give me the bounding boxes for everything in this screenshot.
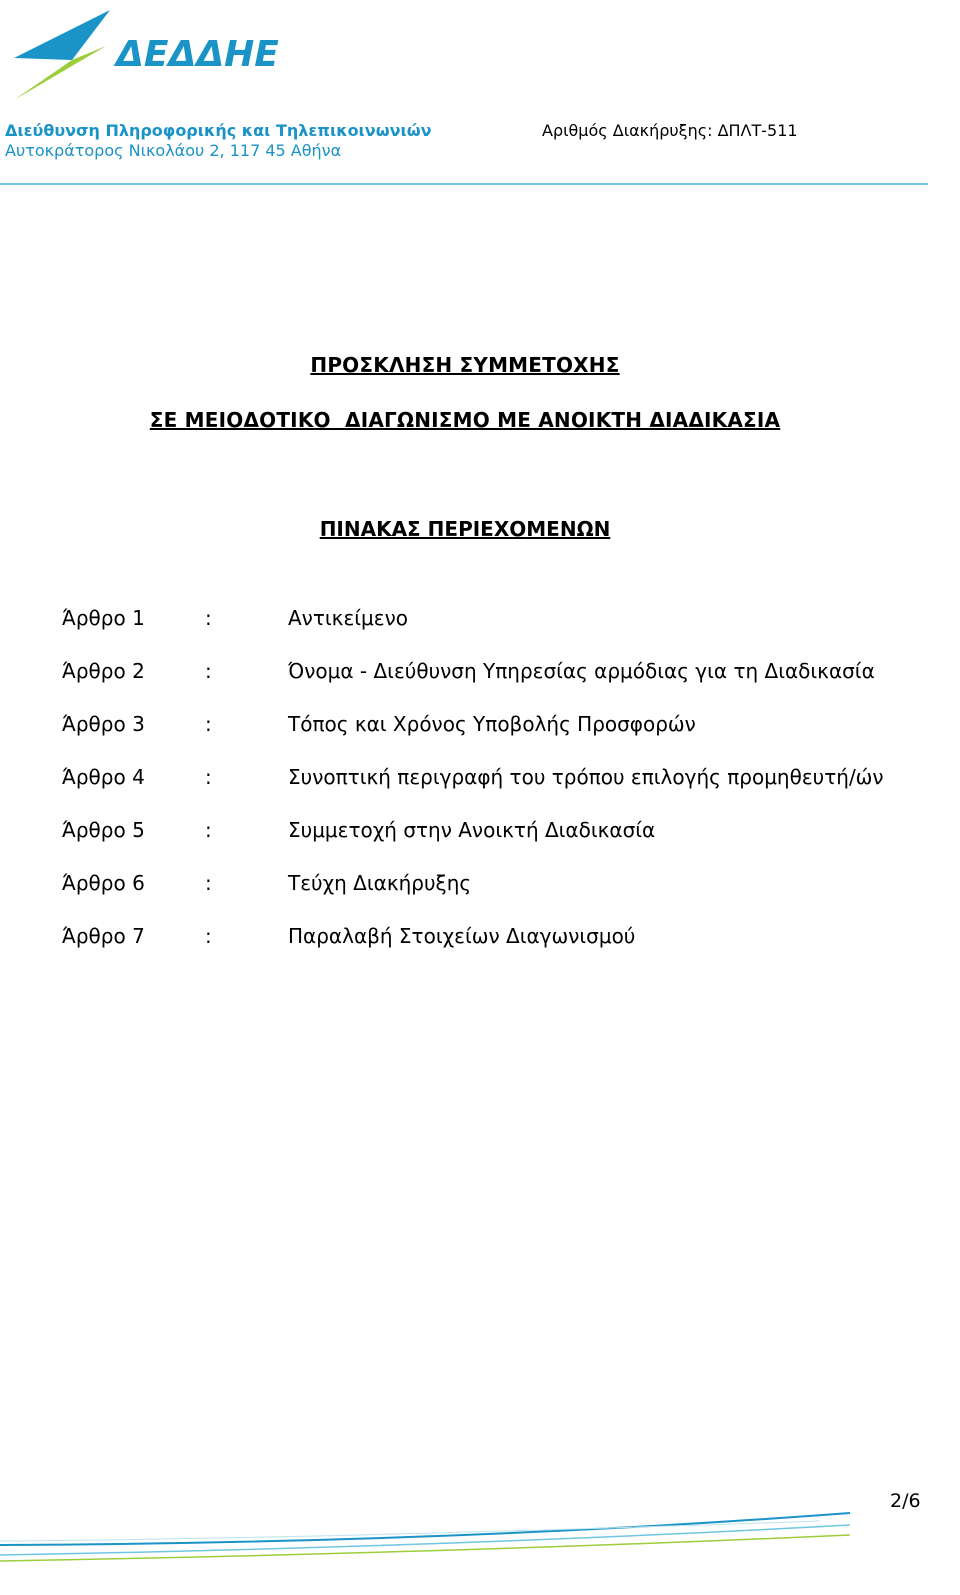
toc-row bbox=[62, 870, 952, 923]
company-logo bbox=[10, 8, 290, 108]
toc-row bbox=[62, 658, 952, 711]
toc-article-title: Τεύχη Διακήρυξης bbox=[288, 871, 472, 895]
header-divider bbox=[0, 183, 928, 185]
logo-wordmark: ΔΕΔΔΗΕ bbox=[116, 34, 279, 75]
toc-heading: ΠΙΝΑΚΑΣ ΠΕΡΙΕΧΟΜΕΝΩΝ bbox=[319, 517, 611, 541]
footer-decoration bbox=[0, 1505, 960, 1595]
toc-row bbox=[62, 711, 952, 764]
toc-separator: : bbox=[205, 818, 212, 842]
toc-article-number: Άρθρο 4 bbox=[62, 765, 145, 789]
toc-separator: : bbox=[205, 712, 212, 736]
toc-article-title: Συνοπτική περιγραφή του τρόπου επιλογής προμηθευτή/ών bbox=[288, 765, 884, 789]
toc-separator: : bbox=[205, 924, 212, 948]
toc-separator: : bbox=[205, 871, 212, 895]
department-address: Αυτοκράτορος Νικολάου 2, 117 45 Αθήνα bbox=[5, 141, 342, 160]
toc-article-title: Παραλαβή Στοιχείων Διαγωνισμού bbox=[288, 924, 636, 948]
toc-article-title: Τόπος και Χρόνος Υποβολής Προσφορών bbox=[288, 712, 696, 736]
logo-icon bbox=[10, 8, 290, 108]
toc-row bbox=[62, 923, 952, 976]
toc-row bbox=[62, 817, 952, 870]
toc-article-title: Συμμετοχή στην Ανοικτή Διαδικασία bbox=[288, 818, 656, 842]
toc-article-number: Άρθρο 7 bbox=[62, 924, 145, 948]
toc-article-title: Αντικείμενο bbox=[288, 606, 408, 630]
document-subtitle: ΣΕ ΜΕΙΟΔΟΤΙΚΟ ΔΙΑΓΩΝΙΣΜΟ ΜΕ ΑΝΟΙΚΤΗ ΔΙΑΔΙΚΑΣΙΑ bbox=[149, 408, 781, 432]
toc-row bbox=[62, 605, 952, 658]
footer-lines-graphic bbox=[0, 1505, 960, 1591]
tender-number: Αριθμός Διακήρυξης: ΔΠΛΤ-511 bbox=[542, 121, 798, 140]
toc-article-number: Άρθρο 1 bbox=[62, 606, 145, 630]
toc-article-number: Άρθρο 6 bbox=[62, 871, 145, 895]
page-number: 2/6 bbox=[890, 1490, 921, 1512]
toc-separator: : bbox=[205, 659, 212, 683]
header-left bbox=[5, 121, 432, 161]
toc-row bbox=[62, 764, 952, 817]
toc-separator: : bbox=[205, 606, 212, 630]
department-name: Διεύθυνση Πληροφορικής και Τηλεπικοινωνιών bbox=[5, 121, 432, 140]
table-of-contents bbox=[62, 605, 952, 976]
toc-article-number: Άρθρο 2 bbox=[62, 659, 145, 683]
document-title: ΠΡΟΣΚΛΗΣΗ ΣΥΜΜΕΤΟΧΗΣ bbox=[310, 353, 620, 377]
toc-article-title: Όνομα - Διεύθυνση Υπηρεσίας αρμόδιας για τη Διαδικασία bbox=[288, 659, 875, 683]
toc-article-number: Άρθρο 3 bbox=[62, 712, 145, 736]
toc-separator: : bbox=[205, 765, 212, 789]
toc-article-number: Άρθρο 5 bbox=[62, 818, 145, 842]
